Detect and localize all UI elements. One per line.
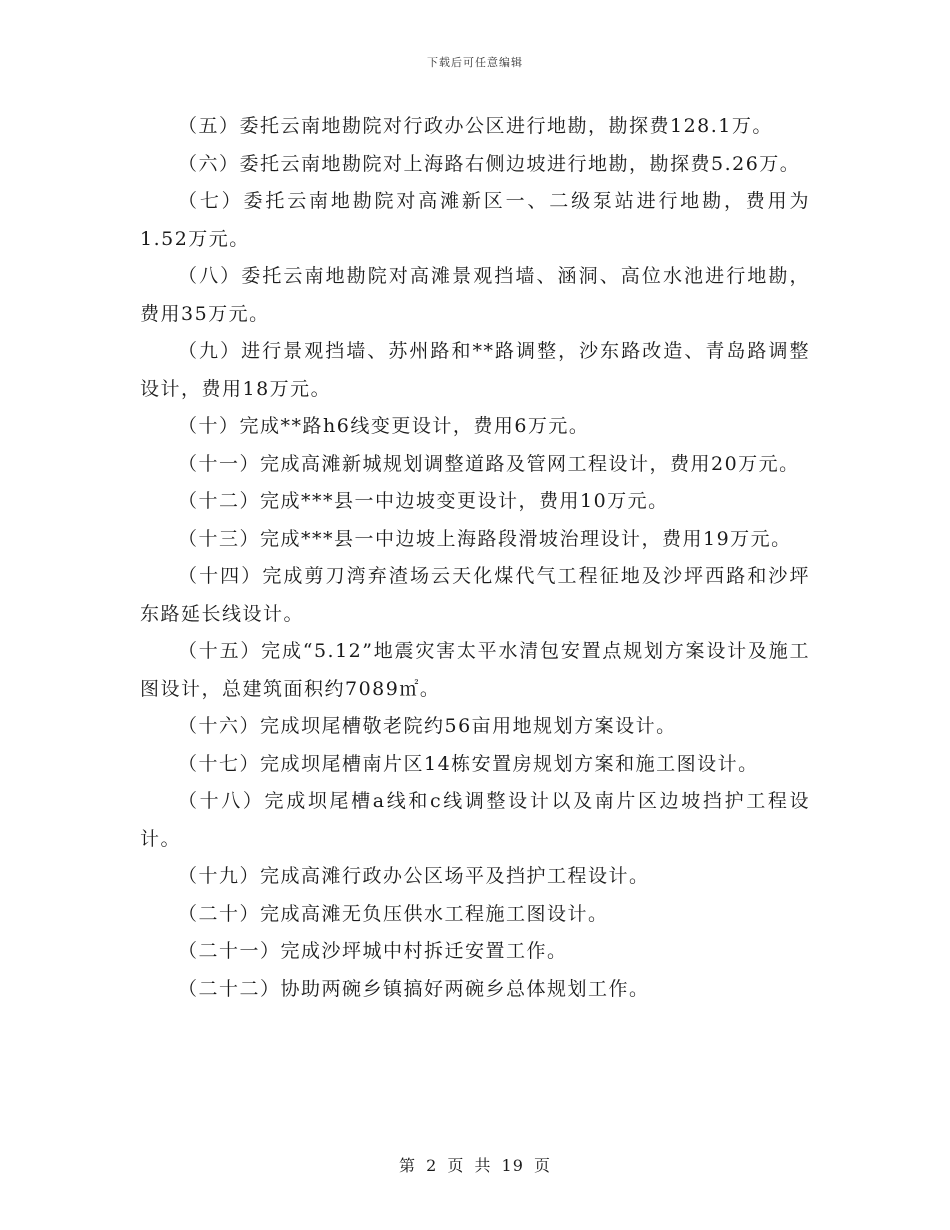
paragraph-6: （六）委托云南地勘院对上海路右侧边坡进行地勘，勘探费5.26万。 [178,152,801,175]
paragraph-8: （八）委托云南地勘院对高滩景观挡墙、涵洞、高位水池进行地勘，费用35万元。 [140,265,810,325]
paragraph-19: （十九）完成高滩行政办公区场平及挡护工程设计。 [178,865,650,887]
paragraph-22: （二十二）协助两碗乡镇搞好两碗乡总体规划工作。 [178,977,650,1000]
paragraph-11: （十一）完成高滩新城规划调整道路及管网工程设计，费用20万元。 [178,452,800,475]
paragraph-7: （七）委托云南地勘院对高滩新区一、二级泵站进行地勘，费用为1.52万元。 [140,190,810,250]
page-header: 下载后可任意编辑 [427,56,523,69]
paragraph-12: （十二）完成***县一中边坡变更设计，费用10万元。 [178,490,669,512]
paragraph-9: （九）进行景观挡墙、苏州路和**路调整，沙东路改造、青岛路调整设计，费用18万元。 [140,340,810,400]
paragraph-18: （十八）完成坝尾槽a线和c线调整设计以及南片区边坡挡护工程设计。 [140,790,810,850]
paragraph-10: （十）完成**路h6线变更设计，费用6万元。 [178,415,590,437]
document-body [140,108,810,1008]
paragraph-20: （二十）完成高滩无负压供水工程施工图设计。 [178,902,609,925]
paragraph-21: （二十一）完成沙坪城中村拆迁安置工作。 [178,940,568,962]
paragraph-14: （十四）完成剪刀湾弃渣场云天化煤代气工程征地及沙坪西路和沙坪东路延长线设计。 [140,565,810,625]
paragraph-16: （十六）完成坝尾槽敬老院约56亩用地规划方案设计。 [178,715,677,737]
page-footer: 第 2 页 共 19 页 [399,1156,551,1175]
paragraph-15: （十五）完成“5.12”地震灾害太平水清包安置点规划方案设计及施工图设计，总建筑面积约7089㎡。 [140,640,810,700]
paragraph-17: （十七）完成坝尾槽南片区14栋安置房规划方案和施工图设计。 [178,752,759,775]
paragraph-13: （十三）完成***县一中边坡上海路段滑坡治理设计，费用19万元。 [178,527,792,550]
paragraph-5: （五）委托云南地勘院对行政办公区进行地勘，勘探费128.1万。 [178,115,773,137]
